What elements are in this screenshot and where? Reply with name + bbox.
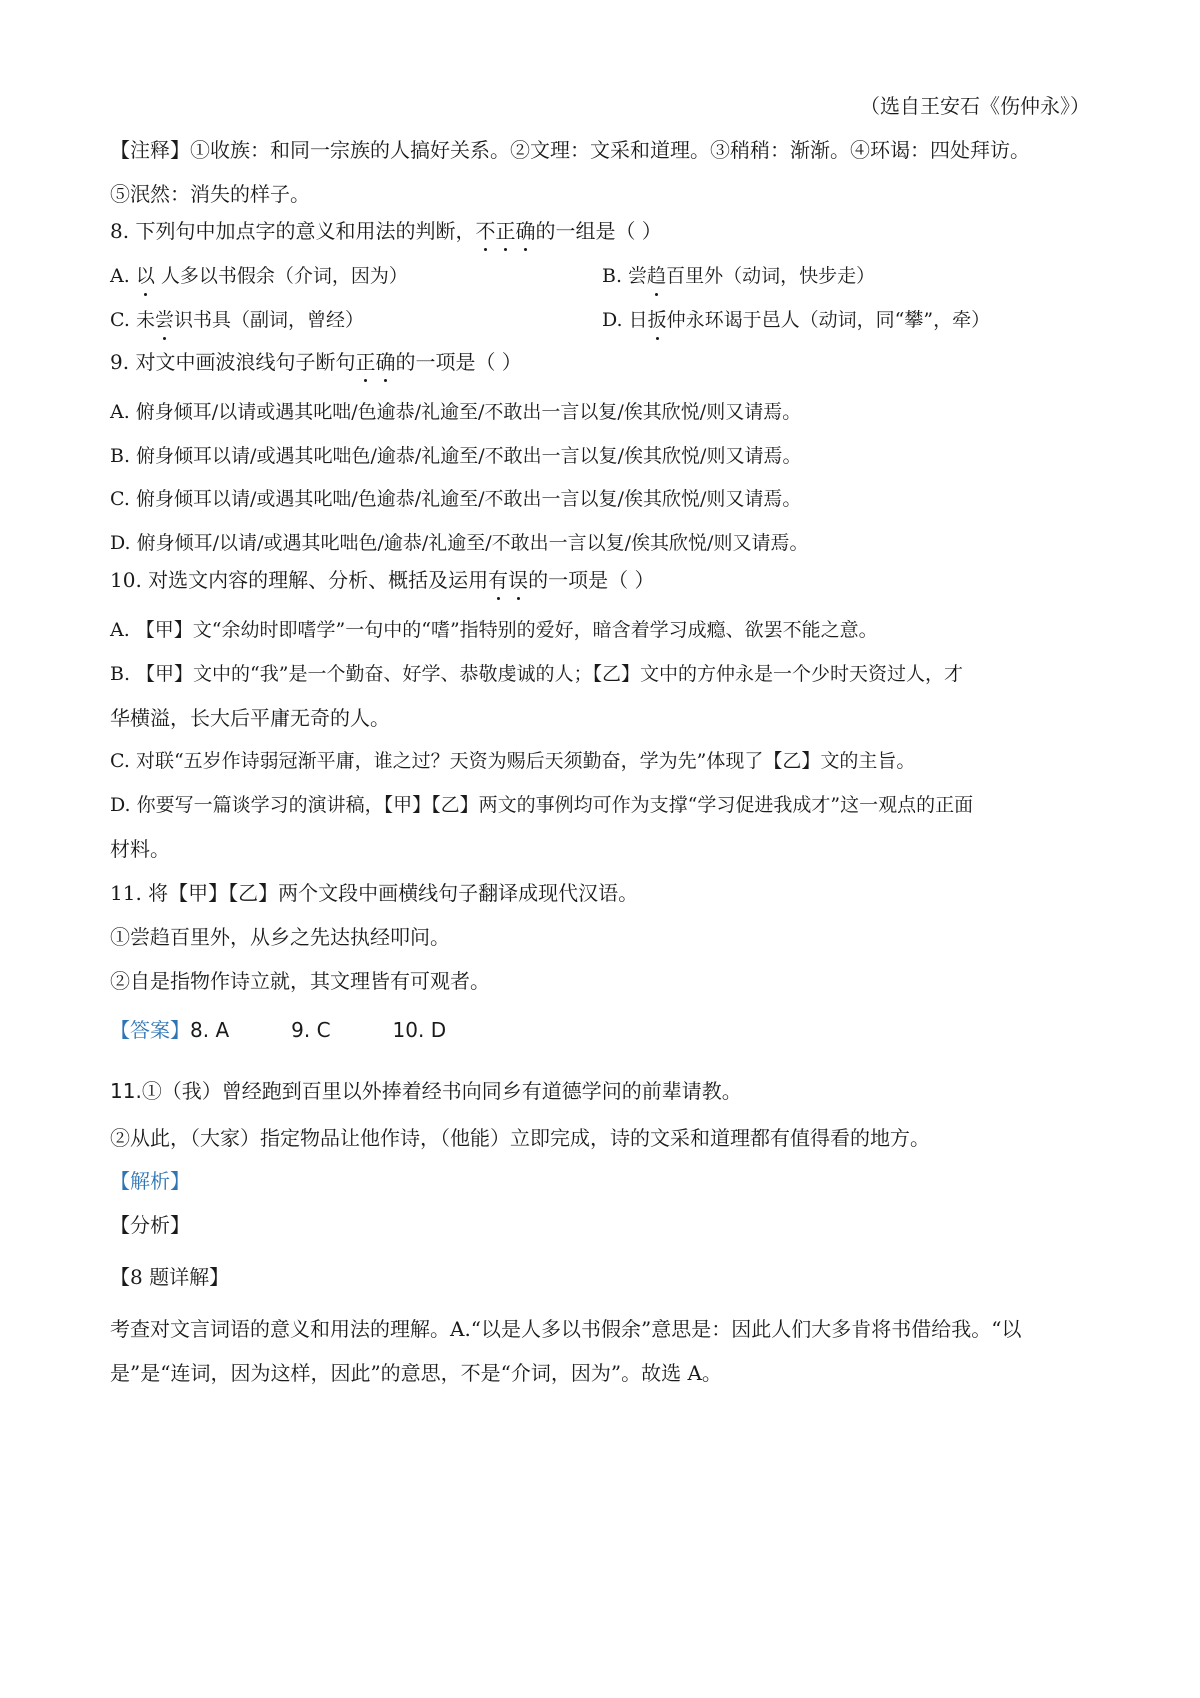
q9-dotted-char: 确 <box>375 350 396 374</box>
analysis-fenxi-label: 【分析】 <box>110 1213 190 1237</box>
q9-option-d: D. 俯身倾耳/以请/或遇其叱咄色/逾恭/礼逾至/不敢出一言以复/俟其欣悦/则又请焉。 <box>110 532 809 554</box>
option-letter: A. <box>110 265 136 287</box>
answer-q9: 9. C <box>291 1018 331 1042</box>
q8-stem <box>110 217 662 245</box>
q10-option-d-line-1: D. 你要写一篇谈学习的演讲稿，【甲】【乙】两文的事例均可作为支撑“学习促进我成才”这一观点的正面 <box>110 794 974 816</box>
q10-dotted-char: 有 <box>488 568 509 592</box>
source-citation: （选自王安石《伤仲永》） <box>860 94 1090 118</box>
q9-stem-text-b: 的一项是（ ） <box>395 350 522 374</box>
option-text: B. 尝 <box>602 265 648 287</box>
q9-dotted-char: 正 <box>355 350 376 374</box>
q8-option-d <box>602 306 990 334</box>
q10-dotted-char: 误 <box>508 568 529 592</box>
analysis-q8-text-1: 考查对文言词语的意义和用法的理解。A.“以是人多以书假余”意思是：因此人们大多肯将书借给我。“以 <box>110 1317 1022 1341</box>
q9-stem <box>110 348 522 376</box>
answer-row <box>110 1016 446 1044</box>
answer-label: 【答案】 <box>110 1018 190 1042</box>
q8-option-c-dotted-char: 尝 <box>155 306 174 334</box>
q10-stem <box>110 566 655 594</box>
q8-dotted-char: 确 <box>515 219 536 243</box>
q10-option-d-line-2: 材料。 <box>110 837 170 861</box>
notes-line-1: 【注释】①收族：和同一宗族的人搞好关系。②文理：文采和道理。③稍稍：渐渐。④环谒：四处拜访。 <box>110 138 1030 162</box>
notes-line-2: ⑤泯然：消失的样子。 <box>110 182 310 206</box>
q9-option-b: B. 俯身倾耳以请/或遇其叱咄色/逾恭/礼逾至/不敢出一言以复/俟其欣悦/则又请焉。 <box>110 445 802 467</box>
q10-option-c: C. 对联“五岁作诗弱冠渐平庸，谁之过？天资为赐后天须勤奋，学为先”体现了【乙】文的主旨。 <box>110 750 916 772</box>
answer-q11-line-2: ②从此，（大家）指定物品让他作诗，（他能）立即完成，诗的文采和道理都有值得看的地方。 <box>110 1126 930 1150</box>
q8-dotted-char: 不 <box>475 219 496 243</box>
q8-dotted-char: 正 <box>495 219 516 243</box>
q11-sentence-1: ①尝趋百里外，从乡之先达执经叩问。 <box>110 925 450 949</box>
q8-option-c <box>110 306 364 334</box>
q8-option-b <box>602 262 875 290</box>
q8-stem-text-b: 的一组是（ ） <box>535 219 662 243</box>
q10-option-a: A. 【甲】文“余幼时即嗜学”一句中的“嗜”指特别的爱好，暗含着学习成瘾、欲罢不能之意。 <box>110 619 878 641</box>
analysis-label: 【解析】 <box>110 1169 190 1193</box>
option-text: 仲永环谒于邑人（动词，同“攀”，牵） <box>666 309 991 331</box>
q8-option-a <box>110 262 408 290</box>
q10-option-b-line-1: B. 【甲】文中的“我”是一个勤奋、好学、恭敬虔诚的人；【乙】文中的方仲永是一个少时天资过人，才 <box>110 663 963 685</box>
q8-option-b-dotted-char: 趋 <box>647 262 666 290</box>
q11-stem: 11. 将【甲】【乙】两个文段中画横线句子翻译成现代汉语。 <box>110 881 639 905</box>
answer-q11-number: 11. <box>110 1079 142 1103</box>
answer-q11-line-1 <box>110 1077 742 1105</box>
q10-option-b-line-2: 华横溢，长大后平庸无奇的人。 <box>110 706 390 730</box>
analysis-q8-text-2: 是”是“连词，因为这样，因此”的意思，不是“介词，因为”。故选 A。 <box>110 1361 722 1385</box>
option-text: C. 未 <box>110 309 155 331</box>
option-text: 识书具（副词，曾经） <box>173 309 364 331</box>
option-text: 人多以书假余（介词，因为） <box>154 265 408 287</box>
q9-option-a: A. 俯身倾耳/以请或遇其叱咄/色逾恭/礼逾至/不敢出一言以复/俟其欣悦/则又请焉。 <box>110 401 802 423</box>
answer-q11-text-1: ①（我）曾经跑到百里以外捧着经书向同乡有道德学问的前辈请教。 <box>141 1079 742 1103</box>
option-text: D. 日 <box>602 309 648 331</box>
q10-stem-text-a: 10. 对选文内容的理解、分析、概括及运用 <box>110 568 489 592</box>
q9-stem-text-a: 9. 对文中画波浪线句子断句 <box>110 350 356 374</box>
answer-q8: 8. A <box>190 1018 230 1042</box>
q11-sentence-2: ②自是指物作诗立就，其文理皆有可观者。 <box>110 969 490 993</box>
option-text: 百里外（动词，快步走） <box>666 265 876 287</box>
answer-q10: 10. D <box>392 1018 447 1042</box>
q10-stem-text-b: 的一项是（ ） <box>528 568 655 592</box>
q8-option-d-dotted-char: 扳 <box>648 306 667 334</box>
q8-option-a-dotted-char: 以 <box>136 262 155 290</box>
analysis-q8-heading: 【8 题详解】 <box>110 1265 230 1289</box>
q9-option-c: C. 俯身倾耳以请/或遇其叱咄/色逾恭/礼逾至/不敢出一言以复/俟其欣悦/则又请焉。 <box>110 488 802 510</box>
q8-stem-text-a: 8. 下列句中加点字的意义和用法的判断， <box>110 219 476 243</box>
